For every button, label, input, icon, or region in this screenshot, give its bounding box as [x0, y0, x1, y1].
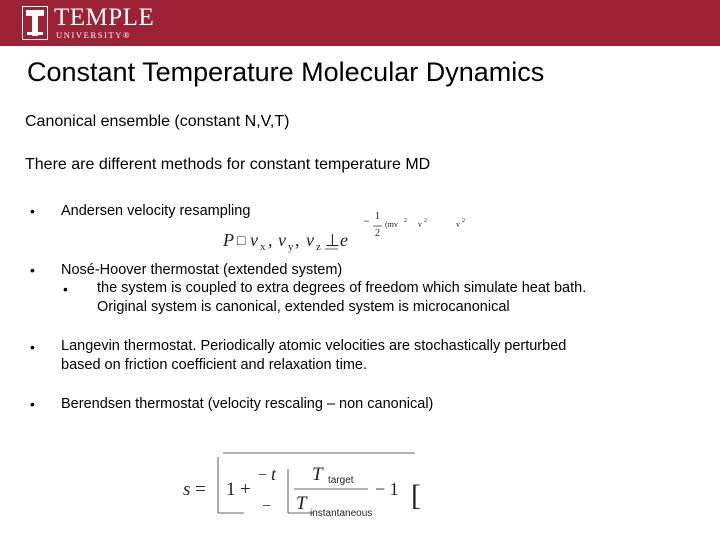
formula-vy: v: [278, 230, 286, 250]
bullet-berendsen: Berendsen thermostat (velocity rescaling – non canonical): [61, 396, 434, 412]
formula-e: e: [340, 230, 348, 250]
temple-t-icon: [22, 6, 48, 40]
bullet-marker: •: [30, 203, 35, 219]
formula-y-sub: y: [288, 241, 294, 253]
berendsen-scaling-formula: [178, 445, 438, 525]
bullet-marker: •: [30, 339, 35, 355]
formula-exp-one: 1: [375, 211, 380, 222]
bullet-nose-hoover: Nosé-Hoover thermostat (extended system): [61, 262, 343, 278]
logo-subtitle: UNIVERSITY®: [56, 30, 132, 40]
maxwell-boltzmann-formula: [215, 205, 485, 255]
formula-exp-minus: −: [363, 214, 370, 228]
formula-s: s: [183, 479, 191, 500]
formula-exp-body: (mv: [385, 220, 398, 229]
formula-bracket: ⊥: [325, 231, 340, 250]
formula-exp-sq2: 2: [424, 218, 427, 224]
temple-logo: [22, 4, 162, 42]
nose-hoover-detail-2: Original system is canonical, extended system is microcanonical: [97, 299, 510, 315]
formula-exp-mid: v: [418, 220, 422, 229]
nose-hoover-detail-1: the system is coupled to extra degrees of freedom which simulate heat bath.: [97, 280, 587, 296]
formula-exp-end: v: [456, 220, 460, 229]
formula-instantaneous-sub: instantaneous: [310, 508, 373, 519]
formula-t-target: T: [312, 464, 323, 485]
logo-wordmark: TEMPLE: [54, 4, 155, 31]
sub-bullet-marker: •: [63, 281, 68, 297]
formula-eq: =: [195, 479, 206, 500]
formula-minus-t: −: [258, 467, 268, 484]
formula-box: □: [237, 234, 246, 249]
formula-comma1: ,: [268, 230, 273, 250]
bullet-marker: •: [30, 396, 35, 412]
formula-vz: v: [306, 230, 314, 250]
formula-one: 1: [226, 479, 236, 500]
intro-methods: There are different methods for constant temperature MD: [25, 156, 431, 173]
formula-exp-sq3: 2: [462, 218, 465, 224]
bullet-andersen: Andersen velocity resampling: [61, 203, 251, 219]
formula-right-bracket: [: [411, 479, 421, 512]
formula-comma2: ,: [295, 230, 300, 250]
intro-ensemble: Canonical ensemble (constant N,V,T): [25, 113, 290, 130]
slide-title: Constant Temperature Molecular Dynamics: [27, 57, 545, 87]
formula-t-inst: T: [296, 493, 307, 514]
formula-minus-one: − 1: [375, 479, 399, 499]
formula-exp-sq1: 2: [404, 218, 407, 224]
formula-exp-two: 2: [375, 228, 380, 239]
formula-plus: +: [240, 479, 251, 500]
bullet-langevin: Langevin thermostat. Periodically atomic velocities are stochastically perturbed: [61, 338, 567, 354]
langevin-detail: based on friction coefficient and relaxation time.: [61, 357, 368, 373]
formula-t: t: [271, 464, 277, 484]
header-banner: [0, 0, 720, 46]
formula-x-sub: x: [260, 241, 266, 253]
formula-minus-low: −: [262, 498, 272, 515]
formula-z-sub: z: [316, 241, 321, 253]
bullet-marker: •: [30, 262, 35, 278]
formula-p: P: [223, 230, 234, 250]
formula-target-sub: target: [328, 475, 354, 486]
formula-vx: v: [250, 230, 258, 250]
